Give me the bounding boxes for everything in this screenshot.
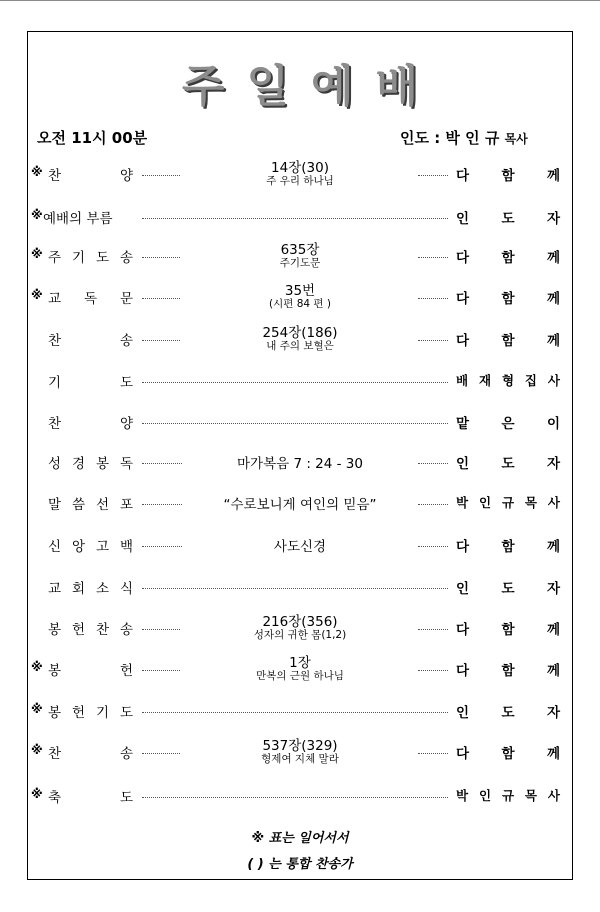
top-rule [0,0,600,1]
hymn-number: 537장(329) [262,738,338,754]
hymn-title: 만복의 근원 하나님 [256,669,344,682]
item-label: 찬 양 [48,168,133,184]
leader-dots [142,588,448,589]
hymn-title: 성자의 귀한 몸(1,2) [253,628,347,641]
hymn-number: 1장 [289,655,311,671]
worship-item [0,160,600,187]
leader-dots [142,797,448,798]
item-label: 찬 송 [48,333,133,349]
worship-item [0,575,600,595]
item-leader: 박 인 규 목 사 [456,495,560,510]
hymn-number: 635장 [280,242,320,258]
item-detail [185,161,415,187]
leader-dots [142,298,180,299]
leader-dots [418,298,448,299]
item-detail [185,284,415,310]
leader-dots [142,463,182,464]
item-detail: 마가복음 7 : 24 - 30 [237,456,363,472]
leader-dots [142,712,448,713]
item-label: 기 도 [48,375,133,391]
item-leader: 인 도 자 [456,211,560,227]
item-leader: 인 도 자 [456,705,560,721]
item-leader: 인 도 자 [456,581,560,597]
worship-item [0,283,600,310]
item-detail: “수로보니게 여인의 믿음” [223,497,377,513]
worship-item [0,699,600,719]
item-detail [185,615,415,641]
item-leader: 맡 은 이 [456,416,560,432]
leader-dots [418,504,448,505]
hymn-title: (시편 84 편 ) [269,297,331,310]
item-detail: 사도신경 [273,539,327,555]
worship-item [0,491,600,511]
hymn-number: 254장(186) [262,325,338,341]
leader-dots [142,340,180,341]
standing-mark: ※ [31,660,43,674]
leader-dots [142,753,180,754]
item-label: 신 앙 고 백 [48,539,133,555]
leader-name: 인도 : 박 인 규 [400,129,500,147]
item-leader: 다 함 께 [456,663,560,679]
standing-mark: ※ [31,787,43,801]
leader-dots [418,340,448,341]
leader-info [400,127,528,148]
footer-note-hymnal: ( ) 는 통합 찬송가 [247,857,353,872]
item-leader: 다 함 께 [456,746,560,762]
item-leader: 배 재 형 집 사 [456,373,560,388]
leader-dots [142,382,448,383]
item-leader: 박 인 규 목 사 [456,788,560,803]
worship-item [0,533,600,553]
worship-item [0,325,600,352]
item-leader: 다 함 께 [456,333,560,349]
standing-mark: ※ [31,165,43,179]
leader-dots [418,175,448,176]
leader-dots [418,546,448,547]
item-leader: 다 함 께 [456,291,560,307]
item-label: 찬 송 [48,746,133,762]
worship-item [0,410,600,430]
worship-item [0,205,600,225]
hymn-number: 216장(356) [262,614,338,630]
item-label: 봉 헌 찬 송 [48,622,133,638]
standing-mark: ※ [31,208,43,222]
leader-dots [418,753,448,754]
worship-item [0,784,600,804]
item-label: 교 독 문 [48,291,133,307]
service-time: 오전 11시 00분 [37,129,148,147]
leader-dots [142,175,180,176]
item-label: 주 기 도 송 [48,250,133,266]
leader-dots [142,504,182,505]
item-leader: 인 도 자 [456,456,560,472]
item-leader: 다 함 께 [456,622,560,638]
leader-dots [418,463,448,464]
worship-item [0,369,600,389]
worship-item [0,738,600,765]
leader-dots [418,670,448,671]
item-label: 예배의 부름 [43,211,113,227]
item-label: 봉 헌 기 도 [48,705,133,721]
item-detail [185,326,415,352]
leader-dots [418,629,448,630]
worship-item [0,614,600,641]
standing-mark: ※ [31,743,43,757]
hymn-title: 주 우리 하나님 [266,174,334,187]
item-leader: 다 함 께 [456,250,560,266]
item-leader: 다 함 께 [456,168,560,184]
leader-dots [142,423,448,424]
worship-item [0,242,600,269]
hymn-title: 주기도문 [279,256,321,269]
leader-dots [142,629,180,630]
leader-title: 목사 [504,132,528,146]
item-leader: 다 함 께 [456,539,560,555]
item-label: 축 도 [48,790,133,806]
hymn-number: 14장(30) [271,160,329,176]
hymn-number: 35번 [284,283,316,299]
hymn-title: 내 주의 보혈은 [266,339,334,352]
item-detail [185,739,415,765]
worship-item [0,450,600,470]
standing-mark: ※ [31,702,43,716]
item-detail [185,243,415,269]
leader-dots [418,257,448,258]
leader-dots [142,218,448,219]
footer-note-standing: ※ 표는 일어서서 [251,831,349,846]
hymn-title: 형제여 지체 말라 [261,752,339,765]
item-label: 찬 양 [48,416,133,432]
worship-item [0,655,600,682]
leader-dots [142,257,180,258]
page-title: 주일예배 [181,61,440,112]
item-label: 말 씀 선 포 [48,497,133,513]
item-detail [185,656,415,682]
item-label: 교 회 소 식 [48,581,133,597]
leader-dots [142,546,182,547]
item-label: 성 경 봉 독 [48,456,133,472]
standing-mark: ※ [31,288,43,302]
item-label: 봉 헌 [48,663,133,679]
leader-dots [142,670,180,671]
standing-mark: ※ [31,247,43,261]
